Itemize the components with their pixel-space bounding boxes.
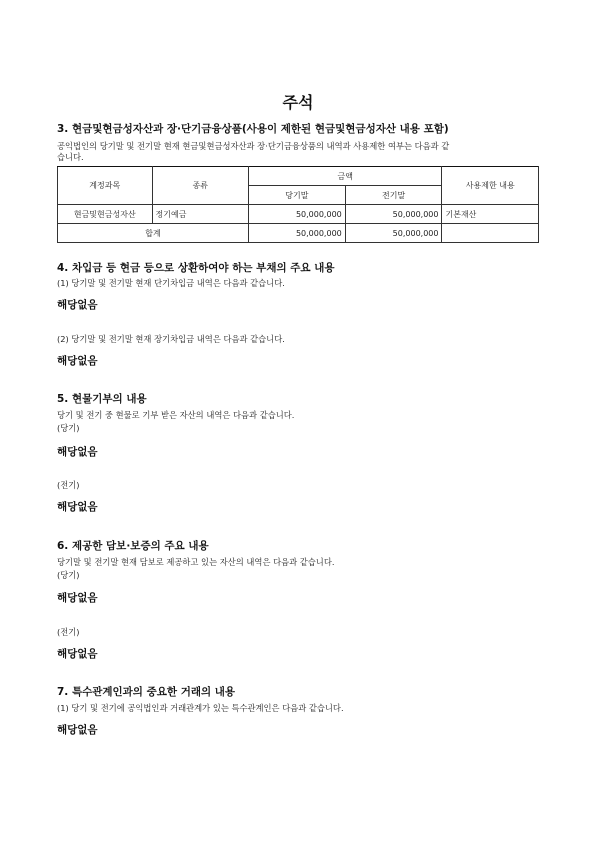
cell-prior: 50,000,000 — [345, 205, 442, 224]
section-4-none-1: 해당없음 — [57, 299, 98, 311]
section-4-line-1: (1) 당기말 및 전기말 현재 단기차입금 내역은 다음과 같습니다. — [57, 278, 285, 288]
section-4-none-2: 해당없음 — [57, 355, 98, 367]
section-7-none-1: 해당없음 — [57, 724, 98, 736]
table-total-row — [58, 224, 539, 243]
header-prior-period: 전기말 — [345, 186, 442, 205]
section-3-heading: 3. 현금및현금성자산과 장·단기금융상품(사용이 제한된 현금및현금성자산 내용 포함) — [57, 123, 449, 135]
cell-total-restriction — [442, 224, 539, 243]
section-3-description-line-2: 습니다. — [57, 152, 84, 162]
section-5-heading: 5. 현물기부의 내용 — [57, 393, 147, 405]
header-account: 계정과목 — [58, 167, 153, 205]
cell-account: 현금및현금성자산 — [58, 205, 153, 224]
section-5-line-1: 당기 및 전기 중 현물로 기부 받은 자산의 내역은 다음과 같습니다. — [57, 410, 295, 420]
section-4-line-2: (2) 당기말 및 전기말 현재 장기차입금 내역은 다음과 같습니다. — [57, 334, 285, 344]
header-current-period: 당기말 — [249, 186, 346, 205]
section-5-current-label: (당기) — [57, 423, 80, 433]
page-title: 주석 — [282, 93, 314, 112]
section-4-heading: 4. 차입금 등 현금 등으로 상환하여야 하는 부채의 주요 내용 — [57, 262, 335, 274]
section-7-heading: 7. 특수관계인과의 중요한 거래의 내용 — [57, 686, 236, 698]
section-6-current-label: (당기) — [57, 570, 80, 580]
cell-type: 정기예금 — [152, 205, 249, 224]
section-5-none-2: 해당없음 — [57, 501, 98, 513]
section-6-none-1: 해당없음 — [57, 592, 98, 604]
section-7-line-1: (1) 당기 및 전기에 공익법인과 거래관계가 있는 특수관계인은 다음과 같습니다. — [57, 703, 344, 713]
header-type: 종류 — [152, 167, 249, 205]
section-6-heading: 6. 제공한 담보·보증의 주요 내용 — [57, 540, 209, 552]
header-amount: 금액 — [249, 167, 442, 186]
section-5-prior-label: (전기) — [57, 480, 80, 490]
cell-total-label: 합계 — [58, 224, 249, 243]
cell-total-current: 50,000,000 — [249, 224, 346, 243]
section-6-prior-label: (전기) — [57, 627, 80, 637]
section-6-none-2: 해당없음 — [57, 648, 98, 660]
section-5-none-1: 해당없음 — [57, 446, 98, 458]
table-row — [58, 205, 539, 224]
cell-total-prior: 50,000,000 — [345, 224, 442, 243]
section-6-line-1: 당기말 및 전기말 현재 담보로 제공하고 있는 자산의 내역은 다음과 같습니다. — [57, 557, 335, 567]
header-restriction: 사용제한 내용 — [442, 167, 539, 205]
section-3-description — [57, 141, 542, 163]
section-3-description-line-1: 공익법인의 당기말 및 전기말 현재 현금및현금성자산과 장·단기금융상품의 내역과 사용제한 여부는 다음과 같 — [57, 141, 450, 151]
cell-restriction: 기본재산 — [442, 205, 539, 224]
cell-current: 50,000,000 — [249, 205, 346, 224]
cash-equivalents-table — [57, 166, 539, 243]
